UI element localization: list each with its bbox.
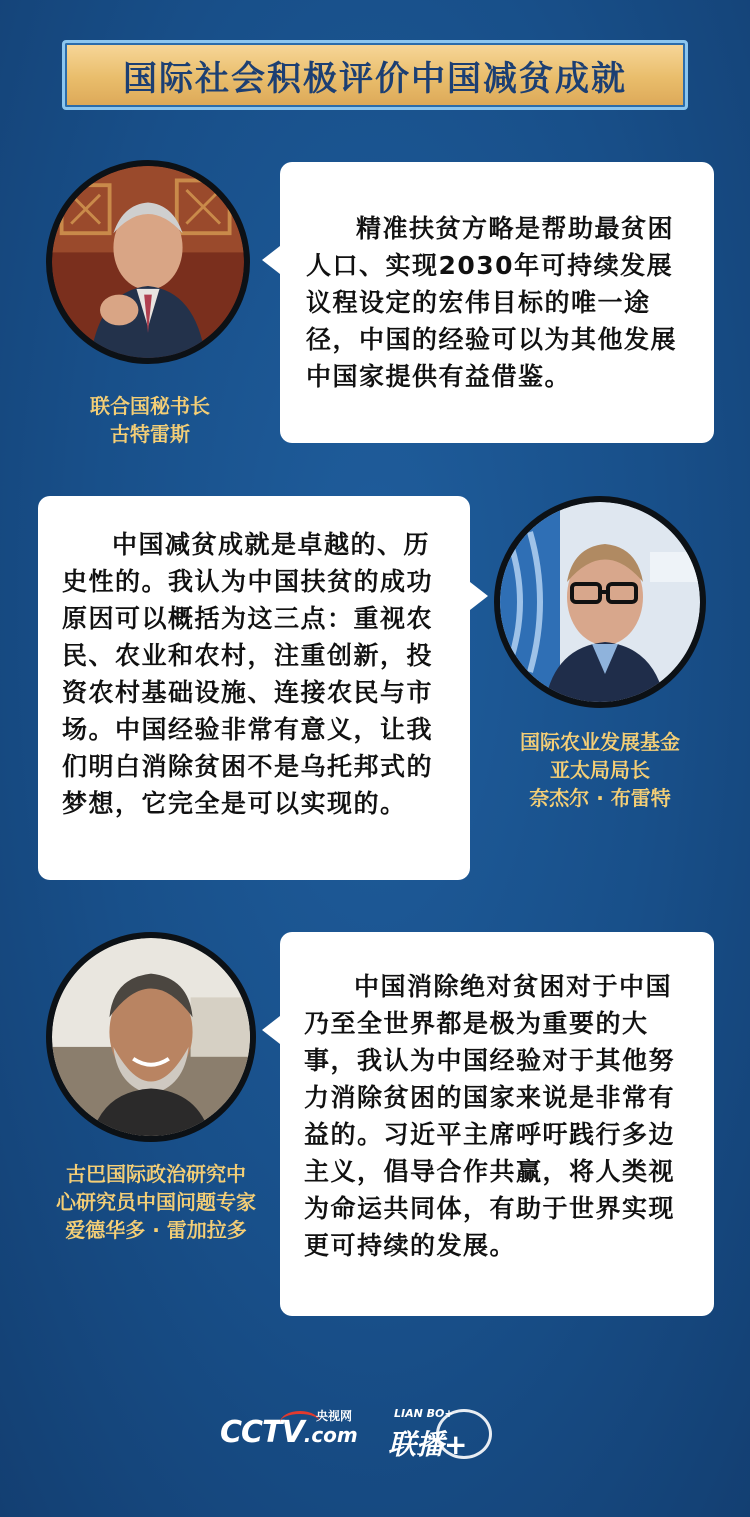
portrait-guterres bbox=[46, 160, 250, 364]
speaker-caption-1 bbox=[60, 392, 240, 448]
speaker-caption-2 bbox=[498, 728, 702, 812]
cctv-logo-chinese: 央视网 bbox=[316, 1409, 353, 1423]
quote-bubble-2 bbox=[38, 496, 470, 880]
lianbo-logo-chinese: 联播+ bbox=[388, 1428, 468, 1461]
cctv-logo-text: CCTV bbox=[220, 1415, 304, 1450]
speaker-role: 国际农业发展基金 bbox=[520, 730, 680, 754]
speaker-role: 联合国秘书长 bbox=[90, 394, 210, 418]
speaker-name: 奈杰尔 · 布雷特 bbox=[529, 786, 671, 810]
speaker-caption-3 bbox=[30, 1160, 282, 1244]
portrait-brett-image bbox=[500, 502, 700, 702]
quote-bubble-1 bbox=[280, 162, 714, 443]
speaker-role: 心研究员中国问题专家 bbox=[56, 1190, 256, 1214]
quote-text: 中国减贫成就是卓越的、历史性的。我认为中国扶贫的成功原因可以概括为这三点：重视农民、农业和农村，注重创新，投资农村基础设施、连接农民与市场。中国经验非常有意义，让我们明白消除贫困不是乌托邦式的梦想，它完全是可以实现的。 bbox=[62, 530, 434, 818]
speaker-name: 爱德华多 · 雷加拉多 bbox=[65, 1218, 247, 1242]
portrait-regalado bbox=[46, 932, 256, 1142]
cctv-logo-arc bbox=[280, 1411, 320, 1434]
portrait-regalado-image bbox=[52, 938, 250, 1136]
portrait-brett bbox=[494, 496, 706, 708]
title-banner bbox=[62, 40, 688, 110]
speaker-role: 古巴国际政治研究中 bbox=[66, 1162, 246, 1186]
speaker-role: 亚太局局长 bbox=[550, 758, 650, 782]
quote-text: 中国消除绝对贫困对于中国乃至全世界都是极为重要的大事，我认为中国经验对于其他努力消除贫困的国家来说是非常有益的。习近平主席呼吁践行多边主义，倡导合作共赢，将人类视为命运共同体，有助于世界实现更可持续的发展。 bbox=[304, 972, 676, 1260]
portrait-guterres-image bbox=[52, 166, 244, 358]
footer-logos bbox=[220, 1405, 520, 1465]
quote-bubble-3 bbox=[280, 932, 714, 1316]
speaker-name: 古特雷斯 bbox=[110, 422, 190, 446]
lianbo-logo-english: LIAN BO+ bbox=[394, 1407, 454, 1420]
page-title: 国际社会积极评价中国减贫成就 bbox=[123, 58, 627, 99]
cctv-logo-domain: .com bbox=[303, 1423, 358, 1447]
lianbo-logo bbox=[388, 1405, 498, 1463]
cctv-logo bbox=[220, 1409, 358, 1450]
quote-text: 精准扶贫方略是帮助最贫困人口、实现2030年可持续发展议程设定的宏伟目标的唯一途径，中国的经验可以为其他发展中国家提供有益借鉴。 bbox=[306, 214, 678, 391]
